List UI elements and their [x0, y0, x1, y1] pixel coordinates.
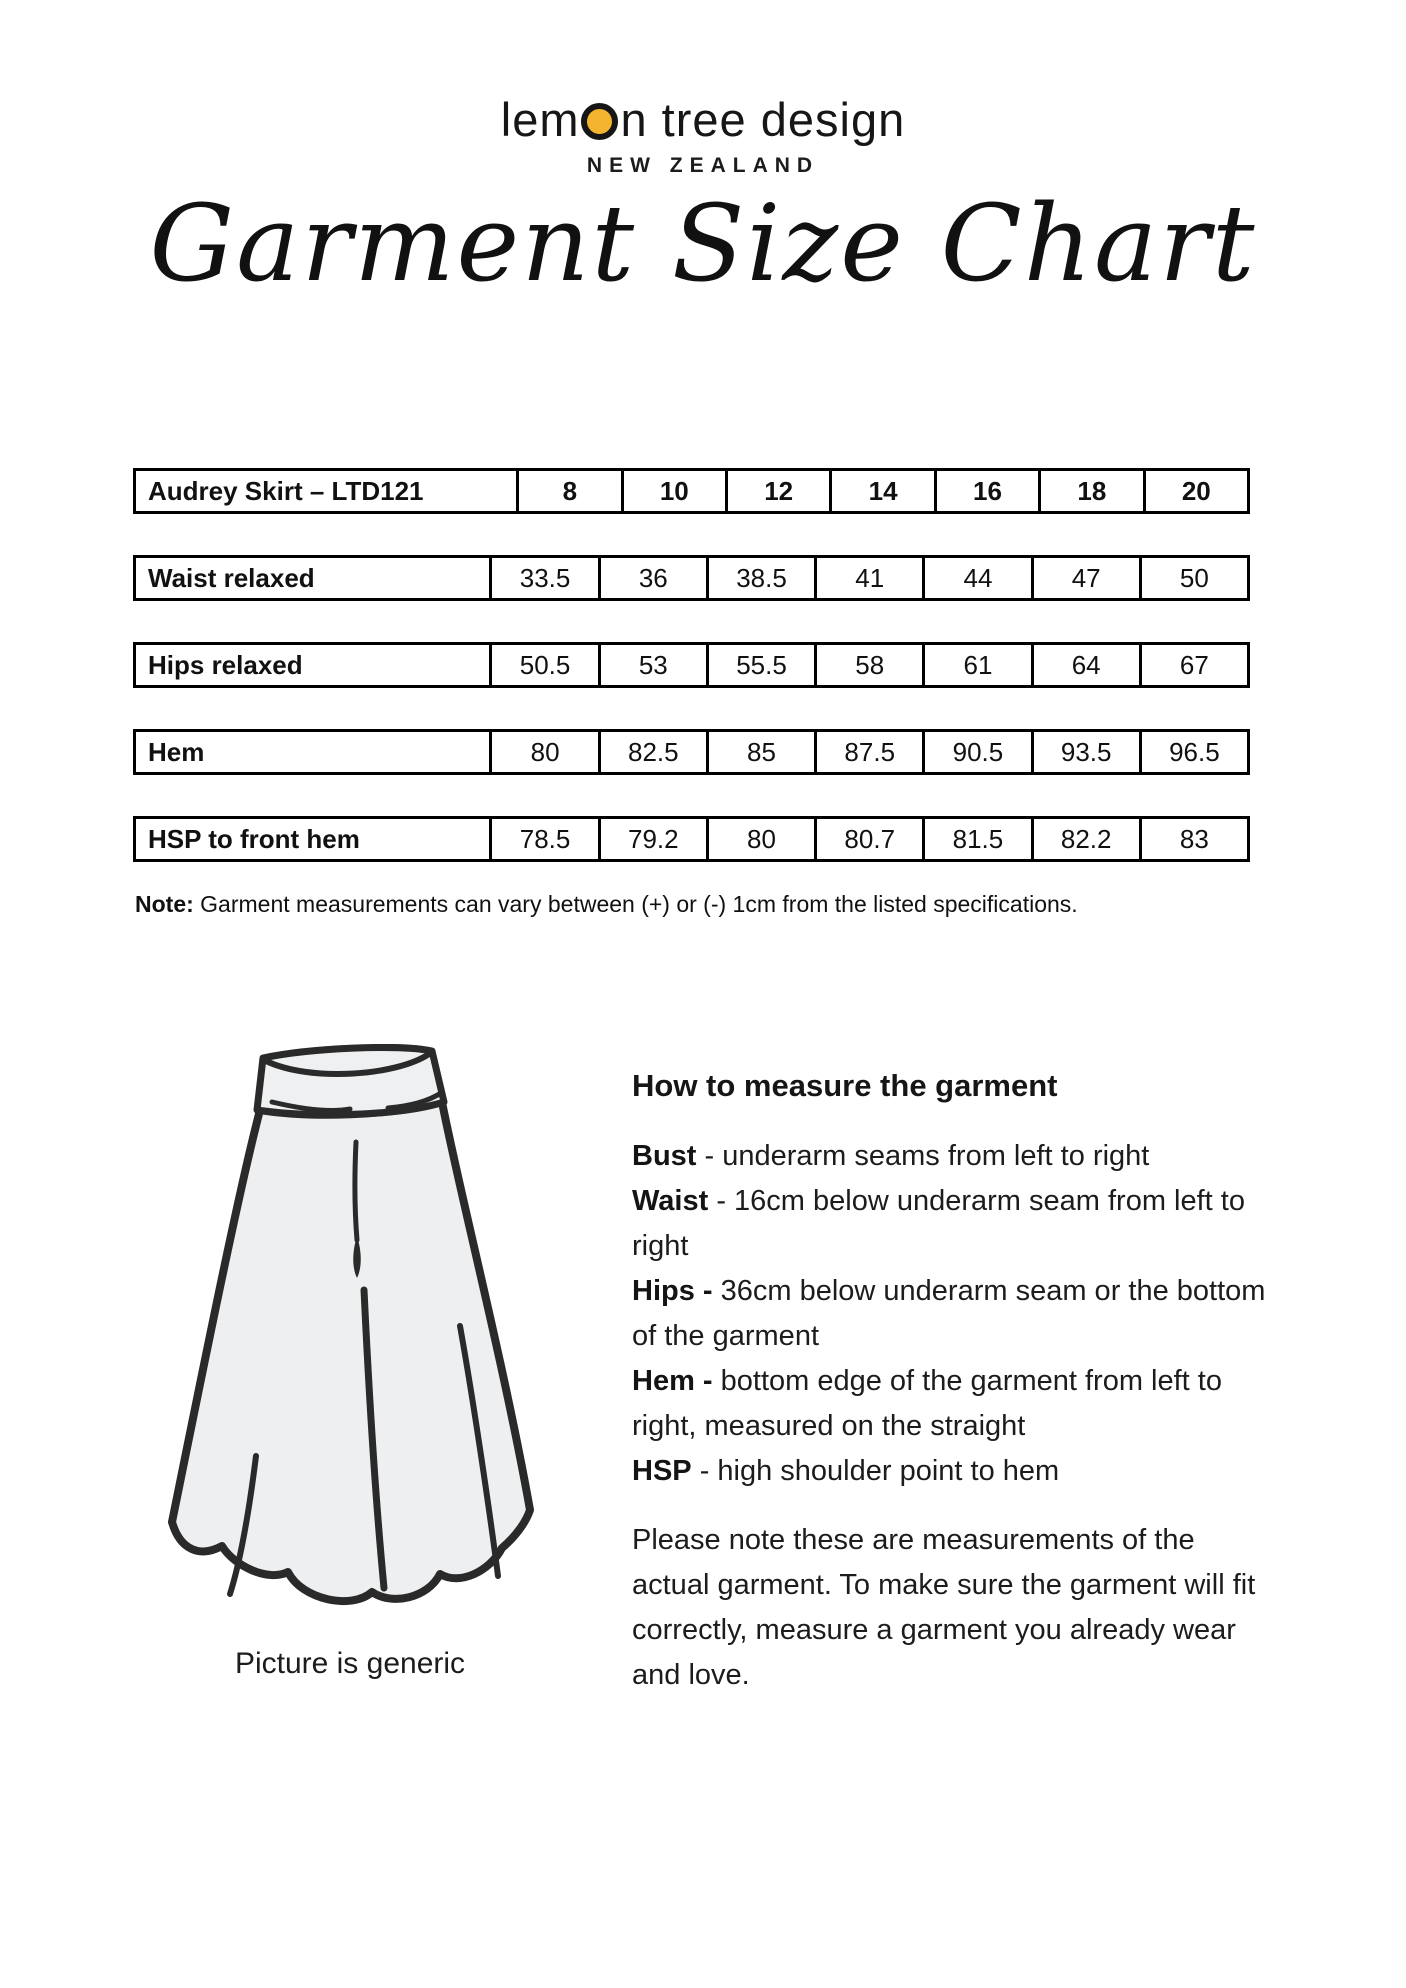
table-row-hsp: [133, 816, 1250, 862]
measurement-cell: 61: [924, 644, 1032, 687]
measurement-cell: 38.5: [707, 557, 815, 600]
measurement-cell: 80.7: [816, 818, 924, 861]
note-text: Garment measurements can vary between (+) or (-) 1cm from the listed specifications.: [193, 891, 1078, 917]
table-row-waist: [133, 555, 1250, 601]
measure-desc: - 16cm below underarm seam from left to right: [632, 1185, 1245, 1262]
measurement-cell: 81.5: [924, 818, 1032, 861]
note-label: Note:: [135, 891, 194, 917]
lemon-dot-icon: [581, 103, 618, 140]
row-label: Hem: [135, 731, 491, 774]
measurement-cell: 82.2: [1032, 818, 1140, 861]
table-row-hem: [133, 729, 1250, 775]
measurement-cell: 53: [599, 644, 707, 687]
measurement-cell: 82.5: [599, 731, 707, 774]
measurement-cell: 83: [1140, 818, 1248, 861]
note: [135, 891, 1078, 918]
measurement-cell: 67: [1140, 644, 1248, 687]
measure-term: Hips -: [632, 1275, 713, 1307]
measurement-cell: 44: [924, 557, 1032, 600]
measure-term: Hem -: [632, 1365, 713, 1397]
row-label: Waist relaxed: [135, 557, 491, 600]
measurement-cell: 33.5: [491, 557, 599, 600]
measurement-cell: 85: [707, 731, 815, 774]
skirt-illustration: [150, 1044, 550, 1624]
measurement-cell: 80: [707, 818, 815, 861]
brand-name-pre: lem: [500, 93, 580, 146]
measure-desc: - high shoulder point to hem: [691, 1455, 1060, 1487]
size-header-cell: 20: [1144, 470, 1248, 513]
measuring-instructions: [632, 1068, 1277, 1698]
measure-term: Bust: [632, 1140, 697, 1172]
size-header-cell: 18: [1040, 470, 1144, 513]
table-row-hips: [133, 642, 1250, 688]
measure-item-waist: [632, 1179, 1277, 1269]
measure-item-bust: [632, 1134, 1277, 1179]
measurement-cell: 41: [816, 557, 924, 600]
garment-figure: [150, 1044, 550, 1681]
size-chart: [133, 468, 1250, 903]
fit-footnote: Please note these are measurements of the actual garment. To make sure the garment will fit correctly, measure a garment you already wear and love.: [632, 1524, 1256, 1691]
brand-name-post: n tree design: [620, 93, 906, 146]
measure-desc: - underarm seams from left to right: [696, 1140, 1150, 1172]
measurement-cell: 87.5: [816, 731, 924, 774]
size-header-cell: 16: [935, 470, 1039, 513]
size-header-cell: 12: [726, 470, 830, 513]
row-label: HSP to front hem: [135, 818, 491, 861]
row-label: Hips relaxed: [135, 644, 491, 687]
measurement-cell: 55.5: [707, 644, 815, 687]
size-header-cell: 8: [518, 470, 622, 513]
figure-caption: Picture is generic: [234, 1647, 466, 1680]
measurement-cell: 93.5: [1032, 731, 1140, 774]
measurement-cell: 47: [1032, 557, 1140, 600]
measure-desc: 36cm below underarm seam or the bottom of the garment: [632, 1275, 1266, 1352]
size-chart-header-row: [133, 468, 1250, 514]
measurement-cell: 79.2: [599, 818, 707, 861]
measurement-cell: 78.5: [491, 818, 599, 861]
measurement-cell: 50.5: [491, 644, 599, 687]
measurement-cell: 80: [491, 731, 599, 774]
measure-item-hsp: [632, 1449, 1277, 1494]
measurement-cell: 36: [599, 557, 707, 600]
size-header-cell: 14: [831, 470, 935, 513]
page-title: Garment Size Chart: [149, 182, 1257, 305]
measure-item-hem: [632, 1359, 1277, 1449]
measure-term: HSP: [632, 1455, 692, 1487]
product-label: Audrey Skirt – LTD121: [135, 470, 518, 513]
measurement-cell: 64: [1032, 644, 1140, 687]
measure-item-hips: [632, 1269, 1277, 1359]
brand-country: NEW ZEALAND: [586, 154, 820, 177]
measurement-cell: 96.5: [1140, 731, 1248, 774]
brand-name: [0, 92, 1406, 147]
brand-logo: [0, 92, 1406, 178]
measure-desc: bottom edge of the garment from left to right, measured on the straight: [632, 1365, 1222, 1442]
measurement-cell: 90.5: [924, 731, 1032, 774]
measure-term: Waist: [632, 1185, 709, 1217]
measurement-cell: 50: [1140, 557, 1248, 600]
instructions-heading: How to measure the garment: [632, 1068, 1058, 1103]
measurement-cell: 58: [816, 644, 924, 687]
size-header-cell: 10: [622, 470, 726, 513]
